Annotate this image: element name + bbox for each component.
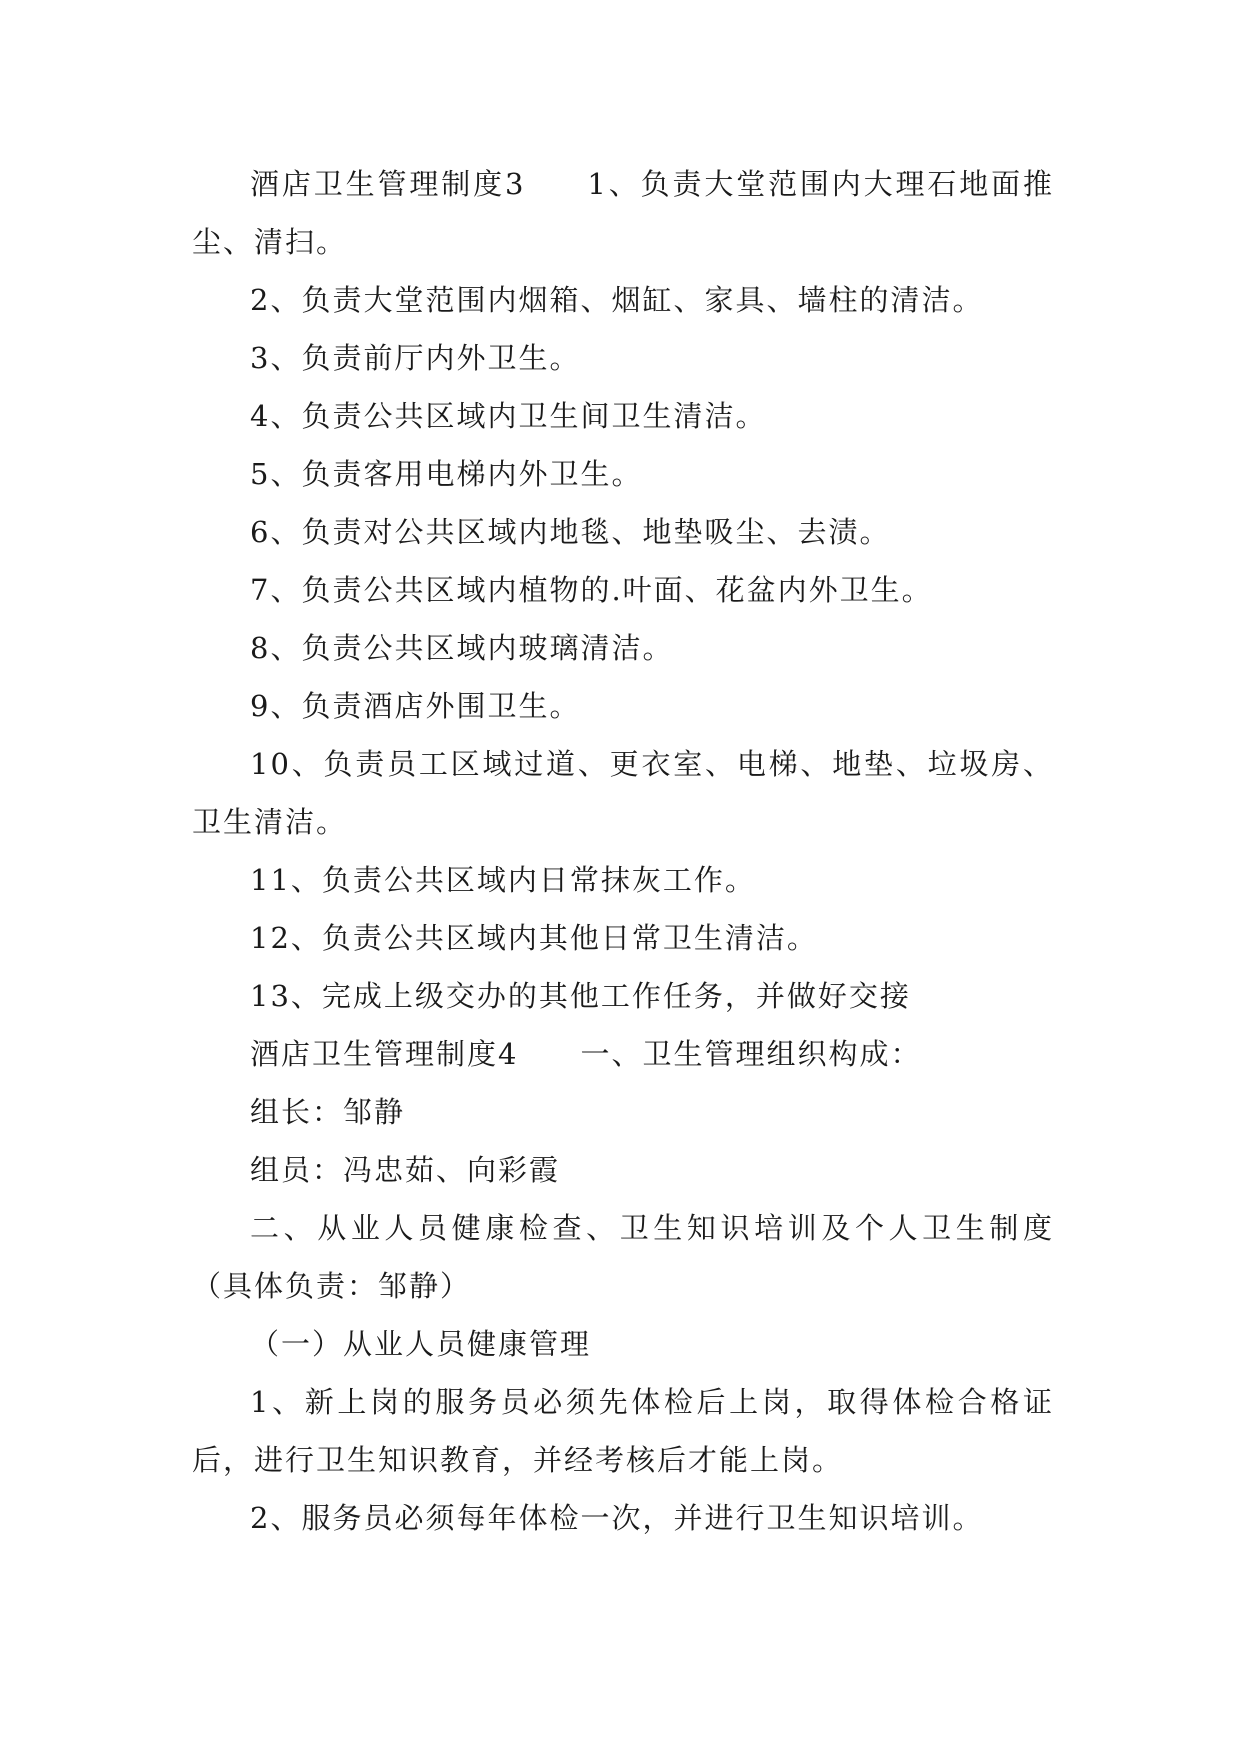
paragraph-4: 4、负责公共区域内卫生间卫生清洁。 [250, 399, 767, 433]
paragraph-7: 7、负责公共区域内植物的.叶面、花盆内外卫生。 [250, 573, 933, 607]
paragraph-2: 2、负责大堂范围内烟箱、烟缸、家具、墙柱的清洁。 [250, 283, 984, 317]
paragraph-18: （一）从业人员健康管理 [250, 1327, 592, 1361]
paragraph-8: 8、负责公共区域内玻璃清洁。 [250, 631, 674, 665]
paragraph-1 [192, 155, 1054, 271]
section-heading-3: 酒店卫生管理制度3 [250, 167, 526, 201]
paragraph-text: 1、负责大堂范围内大理石地面推尘、清扫。 [192, 167, 1055, 259]
paragraph-9: 9、负责酒店外围卫生。 [250, 689, 581, 723]
paragraph-19: 1、新上岗的服务员必须先体检后上岗，取得体检合格证后，进行卫生知识教育，并经考核后才能上岗。 [192, 1385, 1054, 1477]
paragraph-text: 一、卫生管理组织构成： [580, 1037, 922, 1071]
paragraph-12: 12、负责公共区域内其他日常卫生清洁。 [250, 921, 818, 955]
paragraph-15: 组长：邹静 [250, 1095, 406, 1129]
paragraph-3: 3、负责前厅内外卫生。 [250, 341, 581, 375]
paragraph-6: 6、负责对公共区域内地毯、地垫吸尘、去渍。 [250, 515, 891, 549]
paragraph-11: 11、负责公共区域内日常抹灰工作。 [250, 863, 756, 897]
paragraph-10: 10、负责员工区域过道、更衣室、电梯、地垫、垃圾房、卫生清洁。 [192, 747, 1054, 839]
paragraph-14 [192, 1025, 1054, 1083]
section-heading-4: 酒店卫生管理制度4 [250, 1037, 519, 1071]
paragraph-17: 二、从业人员健康检查、卫生知识培训及个人卫生制度（具体负责：邹静） [192, 1211, 1054, 1303]
paragraph-20: 2、服务员必须每年体检一次，并进行卫生知识培训。 [250, 1501, 984, 1535]
paragraph-5: 5、负责客用电梯内外卫生。 [250, 457, 643, 491]
paragraph-13: 13、完成上级交办的其他工作任务，并做好交接 [250, 979, 911, 1013]
document-body [192, 155, 1054, 1547]
paragraph-16: 组员：冯忠茹、向彩霞 [250, 1153, 561, 1187]
